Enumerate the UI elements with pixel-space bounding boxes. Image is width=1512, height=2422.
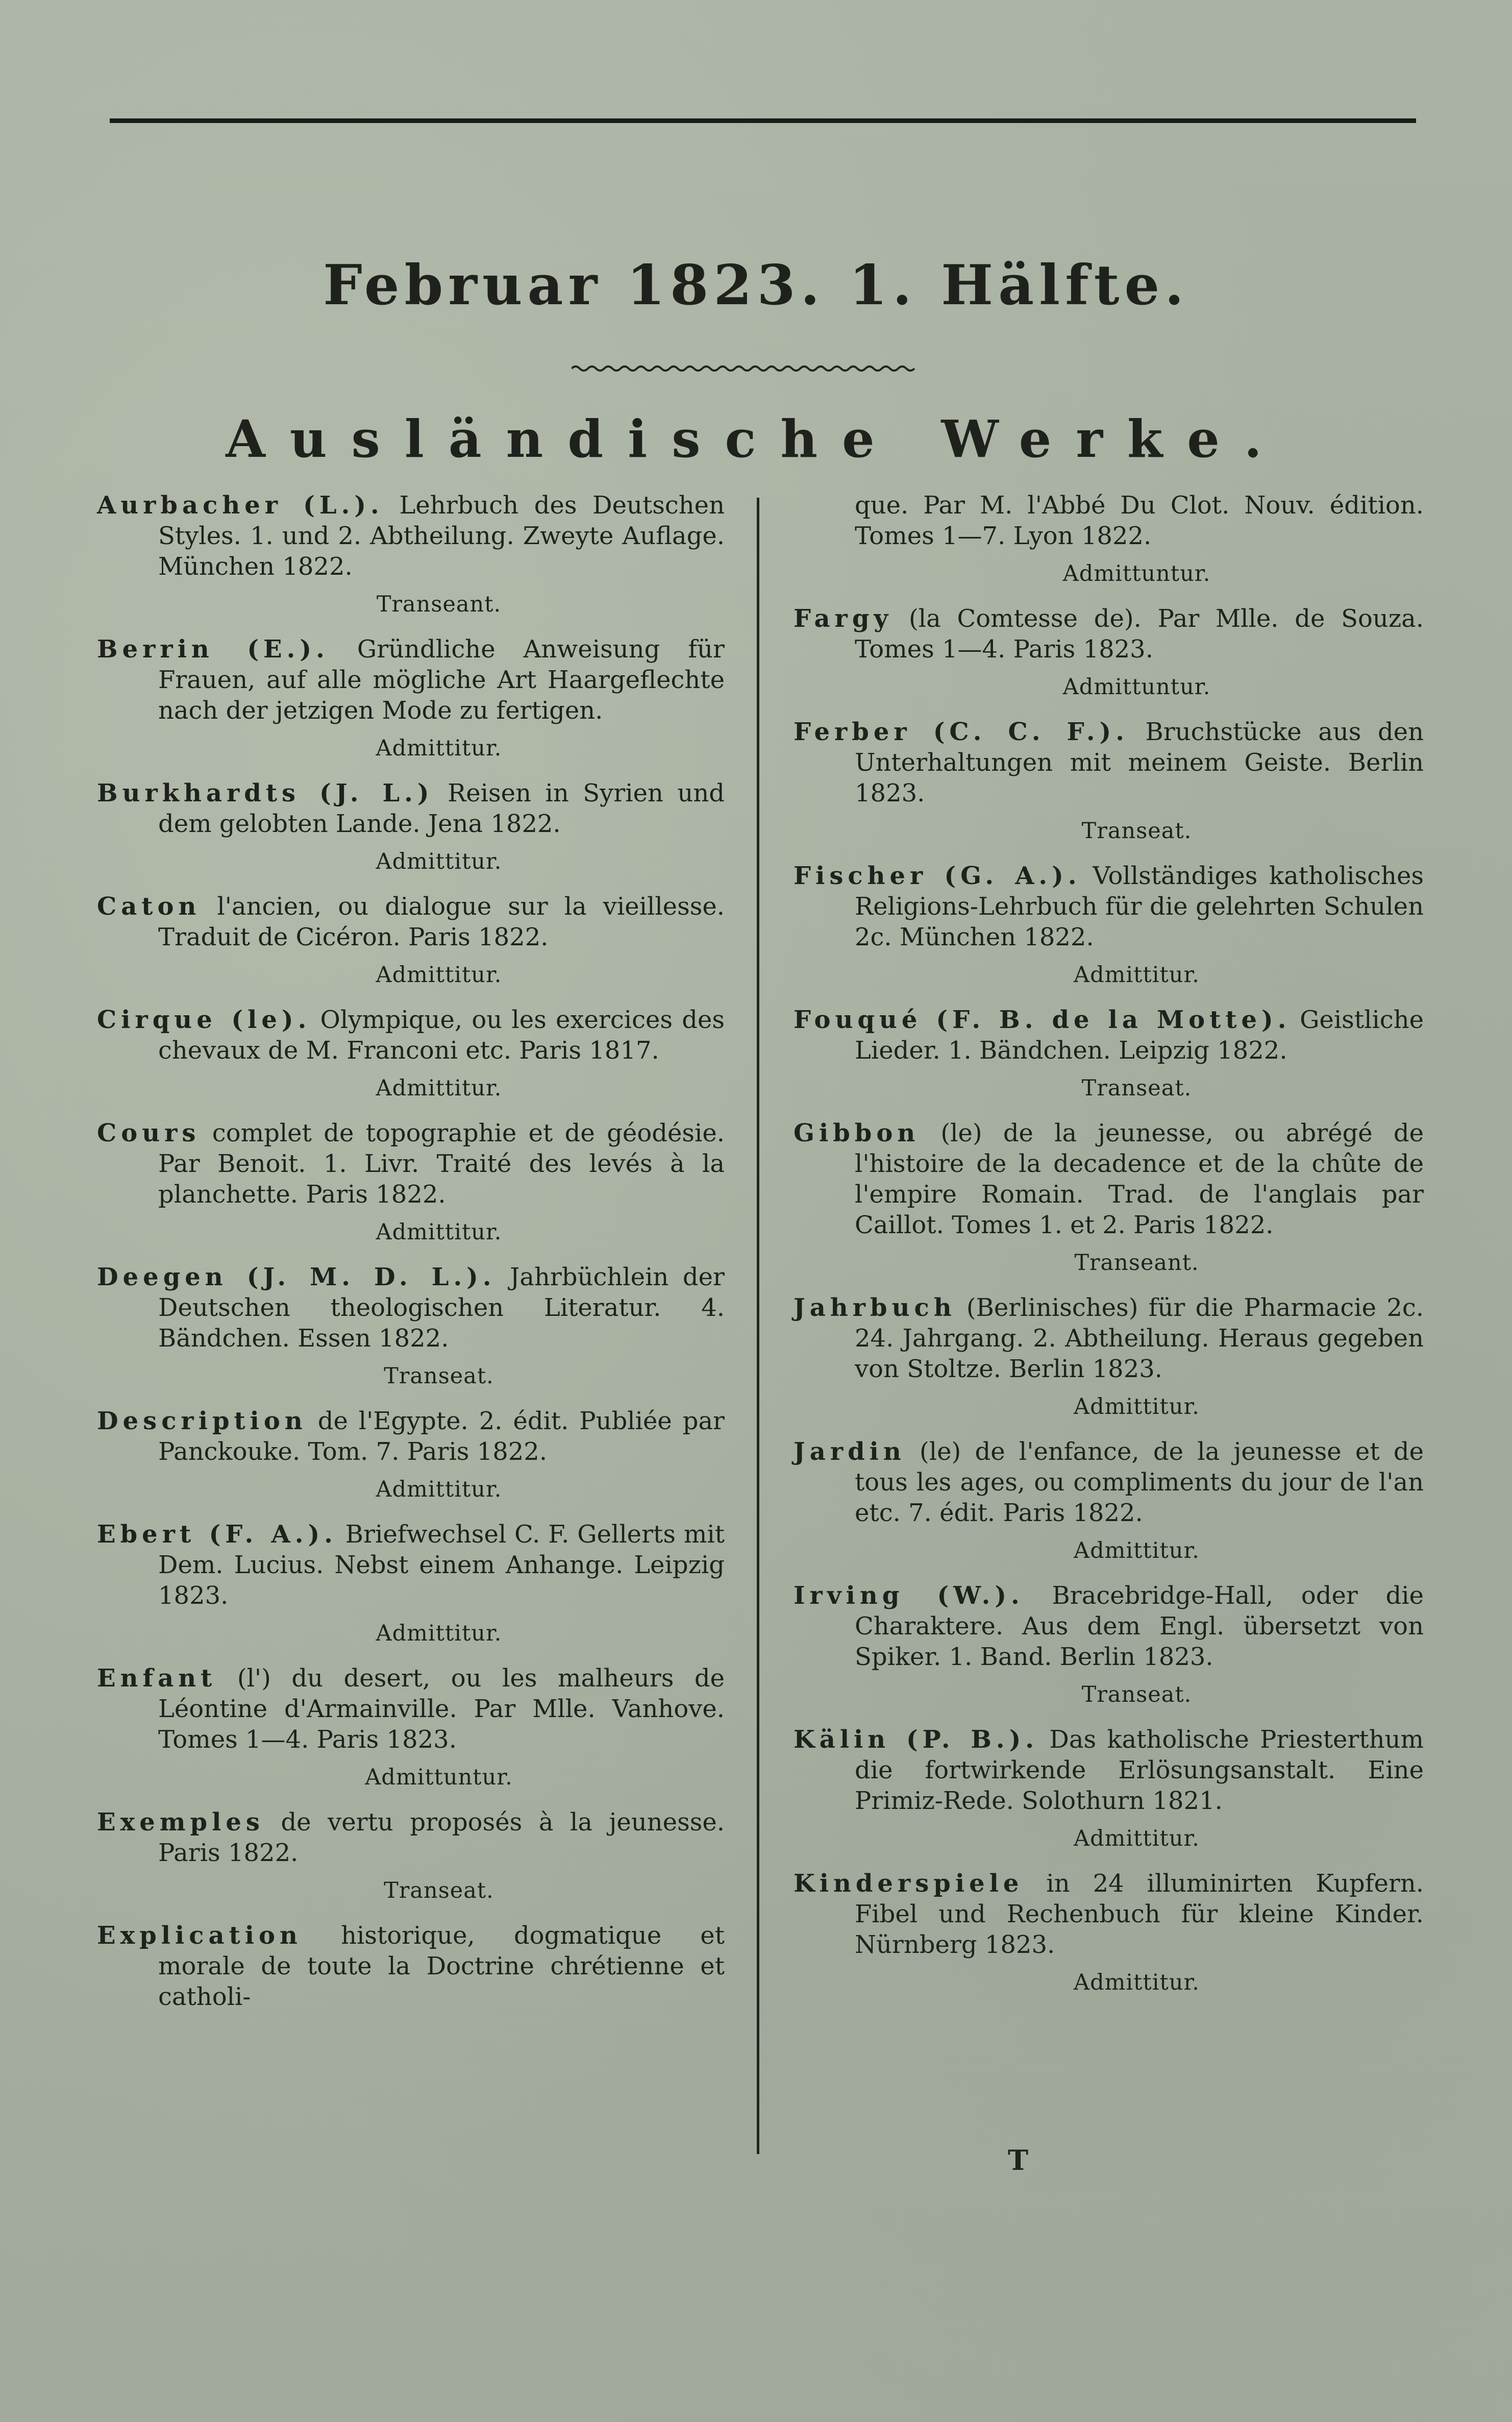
catalog-entry [794,1118,1424,1278]
entry-text [794,1436,1424,1528]
entry-description: l'ancien, ou dialogue sur la vieillesse. Traduit de Cicéron. Paris 1822. [158,892,725,951]
entry-description: de l'Egypte. 2. édit. Publiée par Panckouke. Tom. 7. Paris 1822. [158,1407,725,1466]
catalog-entry [97,634,725,764]
entry-author: Kinderspiele [794,1869,1024,1898]
entry-description: (la Comtesse de). Par Mlle. de Souza. Tomes 1—4. Paris 1823. [855,604,1424,664]
entry-status: Admittitur. [1074,962,1200,988]
entry-status: Admittitur. [1074,1970,1200,1995]
entry-status: Admittitur. [1074,1826,1200,1851]
catalog-entry [97,1005,725,1104]
wavy-rule [572,363,919,374]
entry-status: Transeat. [384,1878,494,1903]
signature-mark: T [1007,2144,1029,2176]
entry-status: Admittitur. [376,1219,502,1245]
column-divider [757,498,759,2154]
catalog-entry [97,1663,725,1793]
catalog-entry [97,1807,725,1906]
entry-description: Bruchstücke aus den Unterhaltungen mit meinem Geiste. Berlin 1823. [855,718,1424,808]
entry-text [97,634,725,726]
entry-text [794,1580,1424,1672]
entry-text [97,1118,725,1210]
section-title: Ausländische Werke. [226,409,1286,469]
entry-text [97,891,725,952]
catalog-entry [97,1118,725,1247]
entry-author: Caton [97,892,201,921]
entry-text [97,1663,725,1755]
entry-description: Geistliche Lieder. 1. Bändchen. Leipzig 1822. [855,1006,1424,1065]
entry-description: Jahrbüchlein der Deutschen theologischen Literatur. 4. Bändchen. Essen 1822. [158,1263,725,1353]
entry-author: Fargy [794,604,893,633]
entry-author: Gibbon [794,1119,920,1147]
entry-author: Explication [97,1921,302,1950]
entry-author: Kälin (P. B.). [794,1725,1039,1754]
right-column [794,490,1424,2012]
entry-text [794,1118,1424,1240]
catalog-entry [794,1005,1424,1104]
entry-description: Das katholische Priesterthum die fortwirkende Erlösungsanstalt. Eine Primiz-Rede. Solothurn 1821. [855,1725,1424,1815]
entry-text [794,1724,1424,1816]
page-title: Februar 1823. 1. Hälfte. [323,253,1189,317]
entry-author: Exemples [97,1808,264,1837]
entry-author: Jardin [794,1437,906,1466]
catalog-entry [97,1262,725,1391]
entry-description: Olympique, ou les exercices des chevaux de M. Franconi etc. Paris 1817. [158,1006,725,1065]
entry-status: Admittitur. [376,1075,502,1101]
entry-author: Description [97,1407,307,1435]
catalog-entry [794,1292,1424,1422]
catalog-entry [794,861,1424,990]
entry-status: Admittitur. [376,849,502,874]
entry-status: Transeant. [376,592,502,617]
entry-text [97,1920,725,2012]
entry-author: Fouqué (F. B. de la Motte). [794,1006,1291,1034]
entry-author: Ebert (F. A.). [97,1520,337,1549]
entry-status: Transeat. [1081,1075,1192,1101]
entry-text [794,717,1424,809]
entry-description: Bracebridge-Hall, oder die Charaktere. Aus dem Engl. übersetzt von Spiker. 1. Band. Berlin 1823. [855,1581,1424,1671]
catalog-entry [794,1724,1424,1854]
entry-text [97,490,725,582]
entry-text [794,490,1424,551]
entry-description: (le) de la jeunesse, ou abrégé de l'histoire de la decadence et de la chûte de l'empire Romain. Trad. de l'anglais par Caillot. Tomes 1. et 2. Paris 1822. [855,1119,1424,1239]
entry-author: Cours [97,1119,201,1147]
entry-description: complet de topographie et de géodésie. Par Benoit. 1. Livr. Traité des levés à la planchette. Paris 1822. [158,1119,725,1209]
entry-text [97,1262,725,1354]
entry-author: Burkhardts (J. L.) [97,779,434,808]
entry-description: que. Par M. l'Abbé Du Clot. Nouv. édition. Tomes 1—7. Lyon 1822. [855,491,1424,550]
catalog-entry [97,490,725,620]
entry-text [794,1868,1424,1960]
entry-description: Gründliche Anweisung für Frauen, auf alle mögliche Art Haargeflechte nach der jetzigen Mode zu fertigen. [158,635,725,725]
entry-status: Admittitur. [1074,1538,1200,1563]
entry-status: Admittuntur. [365,1765,513,1790]
entry-text [97,1519,725,1611]
top-rule [110,118,1416,123]
catalog-entry [97,1406,725,1505]
catalog-entry [97,1519,725,1649]
entry-status: Transeat. [1081,1682,1192,1707]
entry-status: Admittitur. [376,1477,502,1502]
entry-author: Jahrbuch [794,1293,956,1322]
catalog-entry [794,603,1424,702]
entry-description: de vertu proposés à la jeunesse. Paris 1822. [158,1808,725,1867]
left-column [97,490,725,2026]
entry-description: (l') du desert, ou les malheurs de Léontine d'Armainville. Par Mlle. Vanhove. Tomes 1—4. Paris 1823. [158,1664,725,1754]
entry-status: Admittuntur. [1062,561,1211,586]
entry-text [794,1005,1424,1066]
entry-description: historique, dogmatique et morale de toute la Doctrine chrétienne et catholi- [158,1921,725,2011]
entry-author: Aurbacher (L.). [97,491,384,520]
entry-description: Lehrbuch des Deutschen Styles. 1. und 2. Abtheilung. Zweyte Auflage. München 1822. [158,491,725,581]
catalog-entry [97,1920,725,2012]
entry-description: Vollständiges katholisches Religions-Lehrbuch für die gelehrten Schulen 2c. München 1822. [855,862,1424,951]
entry-description: (le) de l'enfance, de la jeunesse et de tous les ages, ou compliments du jour de l'an etc. 7. édit. Paris 1822. [855,1437,1424,1527]
entry-status: Admittitur. [376,962,502,988]
entry-text [97,1005,725,1066]
entry-author: Cirque (le). [97,1006,311,1034]
catalog-entry [97,778,725,877]
entry-status: Transeant. [1074,1250,1199,1276]
entry-status: Admittuntur. [1062,674,1211,700]
entry-description: Briefwechsel C. F. Gellerts mit Dem. Lucius. Nebst einem Anhange. Leipzig 1823. [158,1520,725,1610]
catalog-entry [794,1436,1424,1566]
entry-text [794,1292,1424,1384]
entry-status: Admittitur. [376,736,502,761]
entry-text [97,778,725,839]
entry-author: Berrin (E.). [97,635,329,664]
entry-status: Transeat. [1081,818,1192,844]
catalog-entry [794,1580,1424,1710]
catalog-entry [794,490,1424,589]
entry-status: Admittitur. [1074,1394,1200,1420]
entry-description: Reisen in Syrien und dem gelobten Lande. Jena 1822. [158,779,725,838]
entry-text [97,1807,725,1868]
entry-author: Ferber (C. C. F.). [794,718,1129,746]
catalog-entry [794,717,1424,846]
entry-description: (Berlinisches) für die Pharmacie 2c. 24. Jahrgang. 2. Abtheilung. Heraus gegeben von Stoltze. Berlin 1823. [855,1293,1424,1383]
entry-author: Enfant [97,1664,217,1693]
entry-status: Transeat. [384,1363,494,1389]
entry-status: Admittitur. [376,1621,502,1646]
entry-description: in 24 illuminirten Kupfern. Fibel und Rechenbuch für kleine Kinder. Nürnberg 1823. [855,1869,1424,1959]
entry-author: Fischer (G. A.). [794,862,1081,890]
catalog-entry [97,891,725,990]
entry-author: Irving (W.). [794,1581,1024,1610]
catalog-entry [794,1868,1424,1998]
entry-text [794,603,1424,665]
entry-text [97,1406,725,1467]
entry-text [794,861,1424,952]
entry-author: Deegen (J. M. D. L.). [97,1263,496,1291]
